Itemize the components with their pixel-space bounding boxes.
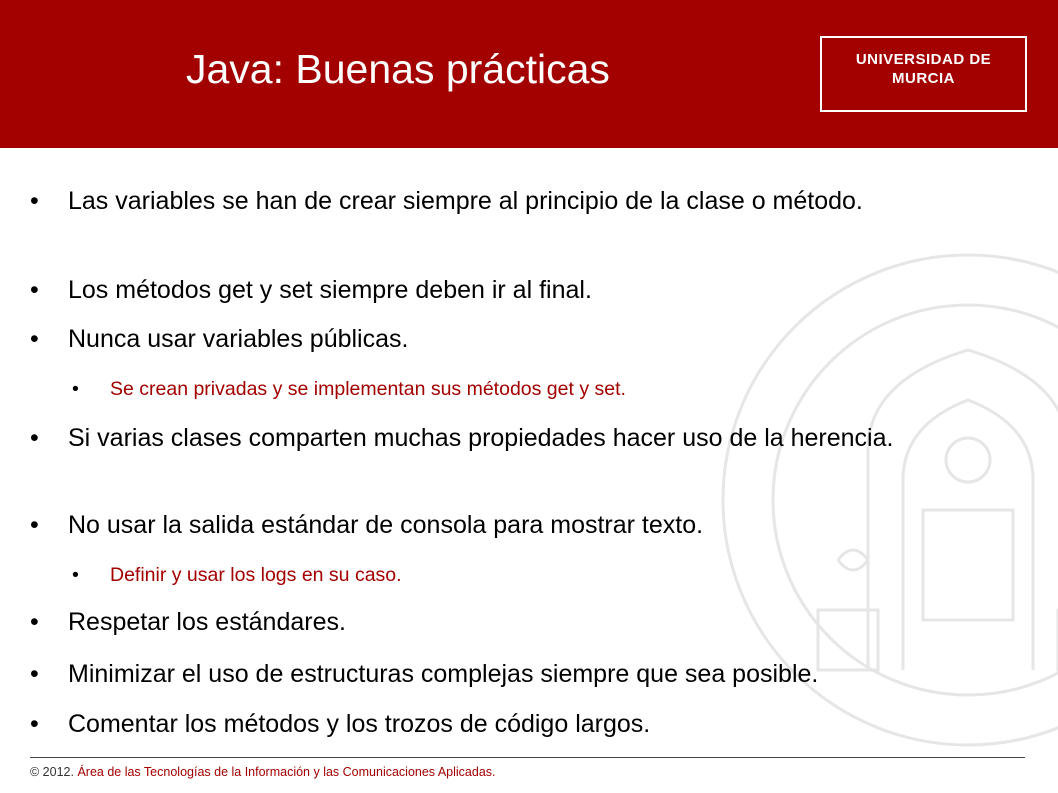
bullet-point: •	[30, 424, 39, 452]
bullet-text: Los métodos get y set siempre deben ir al final.	[68, 276, 592, 304]
slide-title: Java: Buenas prácticas	[186, 46, 610, 92]
bullet-text: Si varias clases comparten muchas propiedades hacer uso de la herencia.	[68, 424, 894, 452]
bullet-point: •	[72, 378, 79, 400]
footer-divider	[30, 757, 1025, 758]
logo-line-2: MURCIA	[892, 70, 955, 87]
bullet-point: •	[30, 276, 39, 304]
sub-bullet-text: Se crean privadas y se implementan sus métodos get y set.	[110, 378, 626, 400]
bullet-text: Las variables se han de crear siempre al principio de la clase o método.	[68, 187, 863, 215]
bullet-point: •	[30, 608, 39, 636]
bullet-point: •	[30, 710, 39, 738]
bullet-text: Nunca usar variables públicas.	[68, 325, 409, 353]
bullet-point: •	[30, 325, 39, 353]
bullet-text: Minimizar el uso de estructuras complejas siempre que sea posible.	[68, 660, 819, 688]
sub-bullet-text: Definir y usar los logs en su caso.	[110, 564, 402, 586]
bullet-point: •	[72, 564, 79, 586]
bullet-point: •	[30, 187, 39, 215]
bullet-point: •	[30, 660, 39, 688]
bullet-text: No usar la salida estándar de consola para mostrar texto.	[68, 511, 704, 539]
logo-line-1: UNIVERSIDAD DE	[855, 51, 992, 68]
bullet-text: Respetar los estándares.	[68, 608, 346, 636]
bullet-point: •	[30, 511, 39, 539]
footer-copyright: © 2012.	[30, 765, 74, 779]
bullet-text: Comentar los métodos y los trozos de código largos.	[68, 710, 651, 738]
footer-organization: Área de las Tecnologías de la Información y las Comunicaciones Aplicadas.	[77, 765, 496, 779]
slide-footer	[30, 765, 496, 779]
